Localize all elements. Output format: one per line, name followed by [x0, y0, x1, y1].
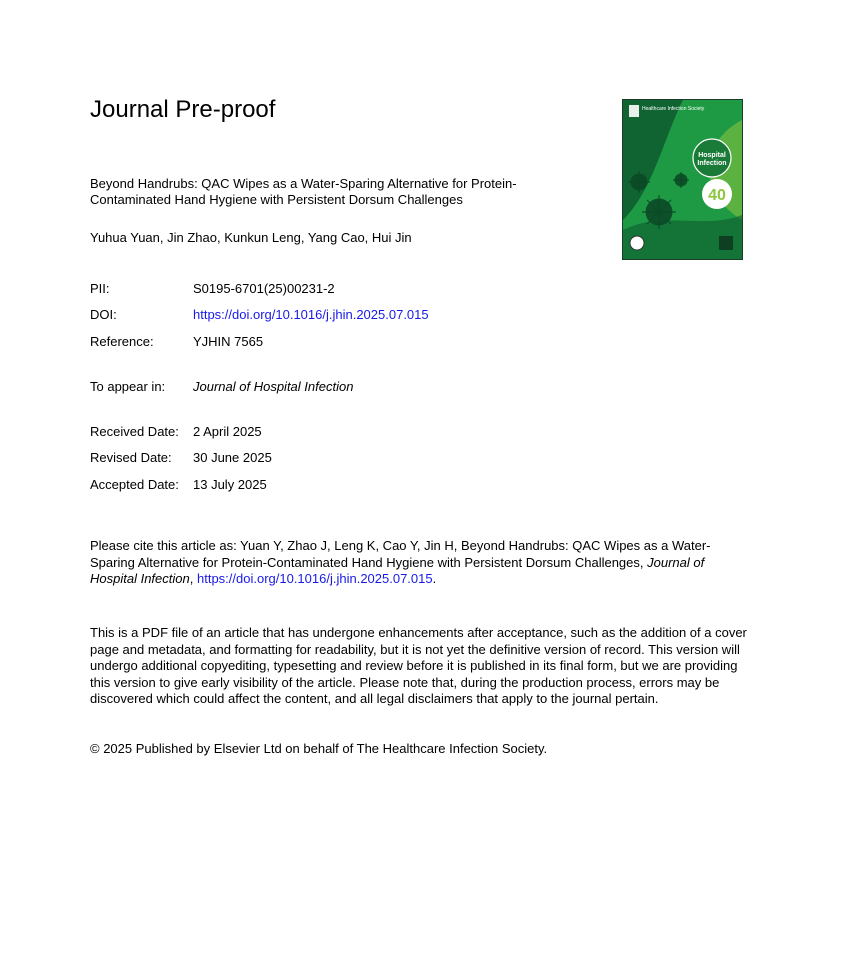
doi-row	[90, 307, 429, 323]
accepted-label: Accepted Date:	[90, 477, 179, 492]
citation-separator: ,	[189, 571, 194, 587]
received-row	[90, 424, 262, 440]
cover-art	[623, 100, 742, 259]
accepted-row	[90, 477, 267, 493]
pii-row	[90, 281, 335, 297]
publisher-logo	[719, 236, 733, 250]
doi-label: DOI:	[90, 307, 117, 322]
reference-value: YJHIN 7565	[193, 334, 264, 349]
journal-cover-image	[622, 99, 743, 260]
article-title: Beyond Handrubs: QAC Wipes as a Water-Sparing Alternative for Protein-Contaminated Hand Hygiene with Persistent Dorsum Challenges	[90, 176, 517, 207]
reference-label: Reference:	[90, 334, 154, 349]
cover-society-text: Healthcare Infection Society	[642, 106, 705, 112]
received-value: 2 April 2025	[193, 424, 262, 439]
article-authors: Yuhua Yuan, Jin Zhao, Kunkun Leng, Yang Cao, Hui Jin	[90, 230, 412, 245]
citation-paragraph	[90, 538, 750, 588]
reference-row	[90, 334, 263, 350]
citation-journal: Journal of Hospital Infection	[90, 554, 705, 587]
cover-journal-line2: Infection	[697, 160, 727, 167]
copyright-line: © 2025 Published by Elsevier Ltd on behalf of The Healthcare Infection Society.	[90, 741, 548, 756]
citation-end: .	[432, 571, 437, 587]
appear-row	[90, 379, 353, 395]
pii-label: PII:	[90, 281, 110, 296]
pre-proof-heading: Journal Pre-proof	[90, 96, 276, 123]
revised-value: 30 June 2025	[193, 450, 272, 465]
pii-value: S0195-6701(25)00231-2	[193, 281, 335, 296]
disclaimer-paragraph: This is a PDF file of an article that has undergone enhancements after acceptance, such as the addition of a cover page and metadata, and formatting for readability, but it is not yet the definitive version of record. This version will undergo additional copyediting, typesetting and review before it is published in its final form, but we are providing this version to give early visibility of the article. Please note that, during the production process, errors may be discovered which could affect the content, and all legal disclaimers that apply to the journal pertain.	[90, 625, 747, 707]
cover-journal-line1: Hospital	[698, 152, 726, 159]
received-label: Received Date:	[90, 424, 179, 439]
citation-doi-link[interactable]: https://doi.org/10.1016/j.jhin.2025.07.015	[196, 571, 433, 587]
cover-anniversary-number: 40	[708, 187, 726, 204]
appear-value: Journal of Hospital Infection	[193, 379, 354, 394]
accepted-value: 13 July 2025	[193, 477, 267, 492]
citation-text: Please cite this article as: Yuan Y, Zhao J, Leng K, Cao Y, Jin H, Beyond Handrubs: QAC Wipes as a Water-Sparing Alternative for Protein-Contaminated Hand Hygiene with Persistent Dorsum Challenges,	[90, 538, 711, 570]
doi-link[interactable]: https://doi.org/10.1016/j.jhin.2025.07.015	[193, 307, 429, 322]
cover-seal	[630, 236, 644, 250]
revised-label: Revised Date:	[90, 450, 172, 465]
appear-label: To appear in:	[90, 379, 166, 394]
revised-row	[90, 450, 272, 466]
